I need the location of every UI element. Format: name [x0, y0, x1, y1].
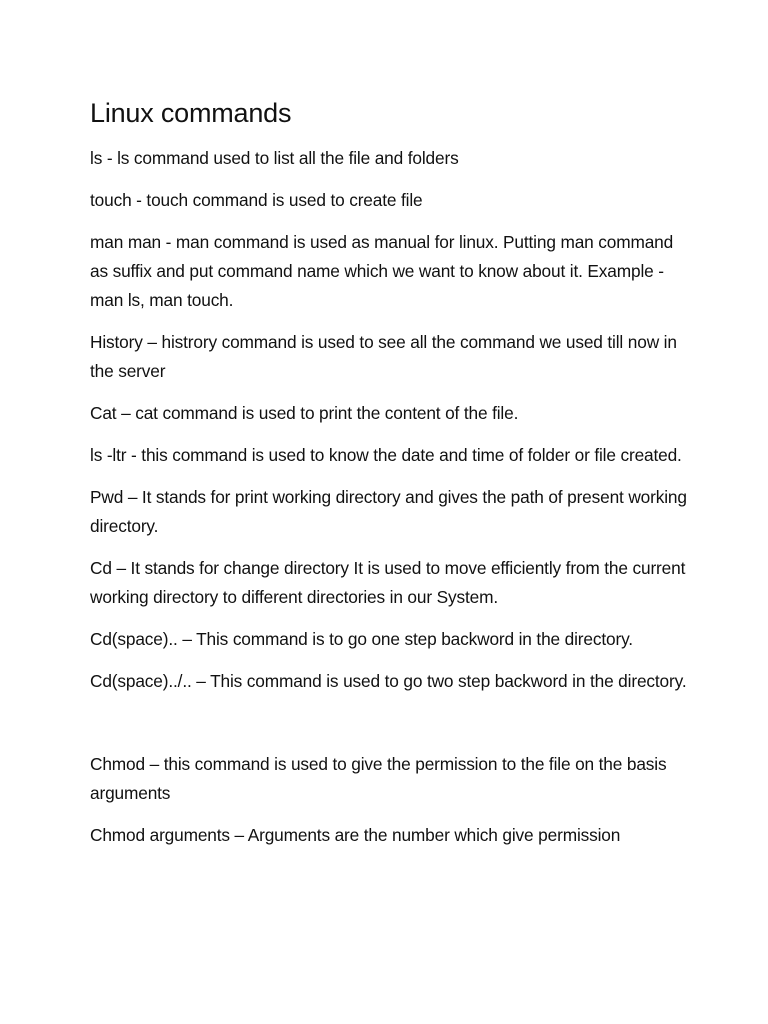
- document-title: Linux commands: [90, 98, 292, 128]
- paragraph-cat: Cat – cat command is used to print the content of the file.: [90, 403, 519, 423]
- document-page: [90, 95, 690, 863]
- paragraph-man: man man - man command is used as manual for linux. Putting man command as suffix and put command name which we want to know about it. Example - man ls, man touch.: [90, 232, 674, 310]
- paragraph-ls: ls - ls command used to list all the file and folders: [90, 148, 459, 168]
- paragraph-touch: touch - touch command is used to create file: [90, 190, 423, 210]
- paragraph-cd-back-one: Cd(space).. – This command is to go one step backword in the directory.: [90, 629, 633, 649]
- blank-line: [90, 709, 690, 750]
- paragraph-pwd: Pwd – It stands for print working directory and gives the path of present working directory.: [90, 487, 687, 536]
- paragraph-history: History – histrory command is used to see all the command we used till now in the server: [90, 332, 677, 381]
- paragraph-cd: Cd – It stands for change directory It is used to move efficiently from the current working directory to different directories in our System.: [90, 558, 686, 607]
- paragraph-ls-ltr: ls -ltr - this command is used to know the date and time of folder or file created.: [90, 445, 682, 465]
- paragraph-chmod-arguments: Chmod arguments – Arguments are the number which give permission: [90, 825, 621, 845]
- paragraph-cd-back-two: Cd(space)../.. – This command is used to go two step backword in the directory.: [90, 671, 687, 691]
- paragraph-chmod: Chmod – this command is used to give the permission to the file on the basis arguments: [90, 754, 667, 803]
